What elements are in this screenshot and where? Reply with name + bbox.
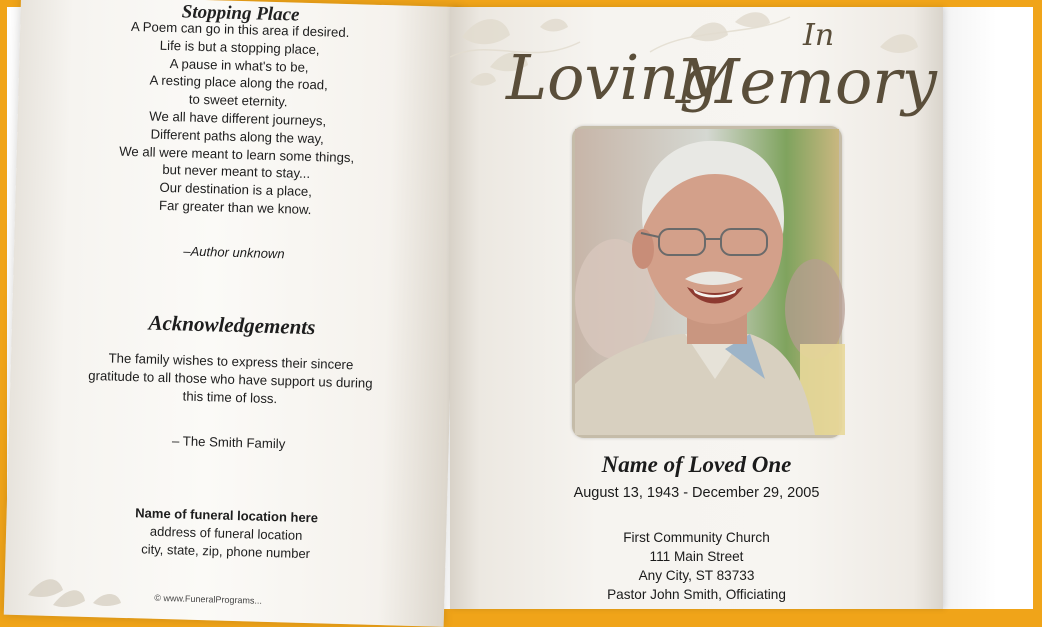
in-loving-memory-title	[498, 11, 937, 121]
poem-line: A Poem can go in this area if desired.	[130, 18, 350, 41]
poem-line: to sweet eternity.	[188, 91, 288, 110]
ack-line: gratitude to all those who have support us during	[88, 367, 373, 391]
life-dates: August 13, 1943 - December 29, 2005	[573, 485, 820, 501]
poem-line: Far greater than we know.	[158, 197, 312, 218]
location-line: city, state, zip, phone number	[141, 541, 311, 562]
poem-line: A pause in what's to be,	[169, 55, 309, 75]
poem-title: Stopping Place	[181, 1, 300, 26]
program-preview	[7, 1, 1033, 609]
title-in: In	[803, 18, 835, 53]
poem-line: Life is but a stopping place,	[159, 37, 320, 58]
service-details	[450, 528, 943, 604]
service-line: Pastor John Smith, Officiating	[607, 587, 786, 602]
poem-line: We all have different journeys,	[149, 108, 327, 129]
service-line: Any City, ST 83733	[638, 568, 755, 583]
poem-author: –Author unknown	[183, 243, 285, 262]
background-right	[942, 7, 1033, 609]
ack-line: The family wishes to express their sincere	[108, 350, 354, 373]
back-page	[4, 0, 461, 627]
copyright-text: © www.FuneralPrograms...	[154, 592, 263, 606]
service-line: First Community Church	[623, 530, 770, 545]
poem-text	[45, 16, 430, 222]
poem-line: Our destination is a place,	[159, 179, 313, 200]
title-loving: Loving	[506, 41, 719, 114]
acknowledgements-heading: Acknowledgements	[148, 310, 316, 340]
service-line: 111 Main Street	[649, 549, 744, 564]
poem-line: A resting place along the road,	[149, 72, 328, 93]
floral-ornament-icon	[23, 555, 143, 609]
acknowledgements-signature: – The Smith Family	[171, 433, 286, 452]
acknowledgements-text	[70, 348, 391, 411]
front-cover	[450, 7, 943, 609]
poem-line: Different paths along the way,	[150, 126, 325, 147]
portrait-photo	[572, 126, 842, 438]
poem-line: We all were meant to learn some things,	[119, 143, 355, 165]
title-memory: Memory	[676, 45, 937, 118]
loved-one-name: Name of Loved One	[601, 452, 792, 477]
ack-line: this time of loss.	[182, 388, 278, 407]
location-line: address of funeral location	[149, 523, 303, 543]
location-name: Name of funeral location here	[135, 505, 319, 526]
poem-line: but never meant to stay...	[162, 162, 311, 182]
